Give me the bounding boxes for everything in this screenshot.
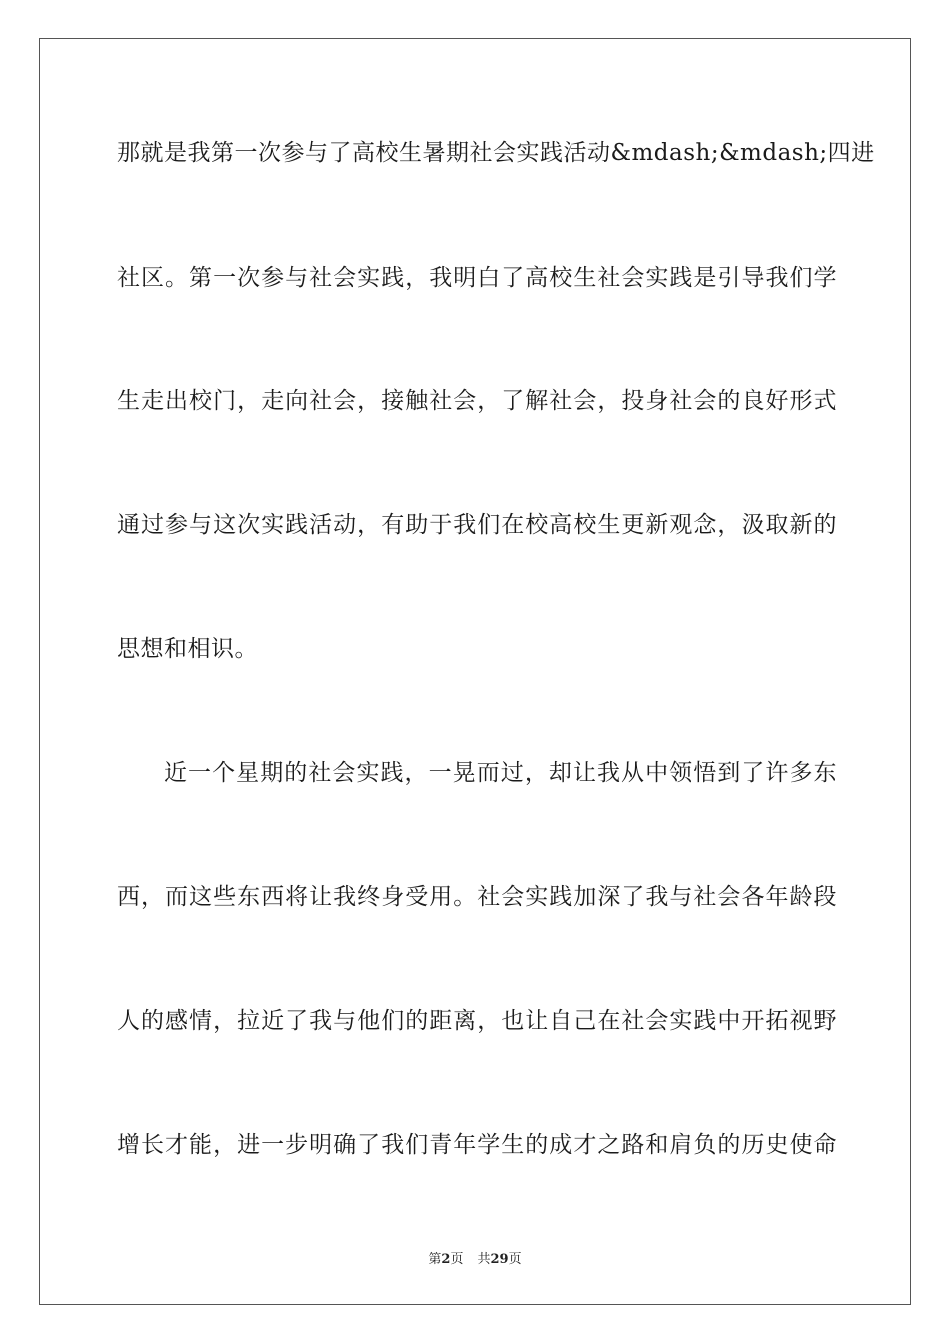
total-pages: 29 bbox=[490, 1252, 509, 1267]
page-prefix: 第 bbox=[428, 1252, 442, 1267]
paragraph-1-line-4: 通过参与这次实践活动，有助于我们在校高校生更新观念，汲取新的 bbox=[117, 512, 837, 538]
paragraph-2-line-2: 西，而这些东西将让我终身受用。社会实践加深了我与社会各年龄段 bbox=[117, 884, 837, 910]
total-prefix: 共 bbox=[477, 1252, 491, 1267]
paragraph-1-line-5: 思想和相识。 bbox=[117, 636, 258, 662]
paragraph-1-line-2: 社区。第一次参与社会实践，我明白了高校生社会实践是引导我们学 bbox=[117, 265, 837, 291]
paragraph-2-line-4: 增长才能，进一步明确了我们青年学生的成才之路和肩负的历史使命 bbox=[117, 1132, 837, 1158]
total-suffix: 页 bbox=[508, 1252, 522, 1267]
paragraph-1-line-1: 那就是我第一次参与了高校生暑期社会实践活动&mdash;&mdash;四进 bbox=[117, 140, 875, 166]
paragraph-2-line-3: 人的感情，拉近了我与他们的距离，也让自己在社会实践中开拓视野 bbox=[117, 1008, 837, 1034]
paragraph-1-line-3: 生走出校门，走向社会，接触社会，了解社会，投身社会的良好形式 bbox=[117, 388, 837, 414]
page-border bbox=[39, 38, 911, 1305]
page-number: 2 bbox=[441, 1252, 451, 1267]
page-footer bbox=[0, 1248, 950, 1267]
paragraph-2-line-1: 近一个星期的社会实践，一晃而过，却让我从中领悟到了许多东 bbox=[164, 760, 837, 786]
page-suffix: 页 bbox=[450, 1252, 464, 1267]
